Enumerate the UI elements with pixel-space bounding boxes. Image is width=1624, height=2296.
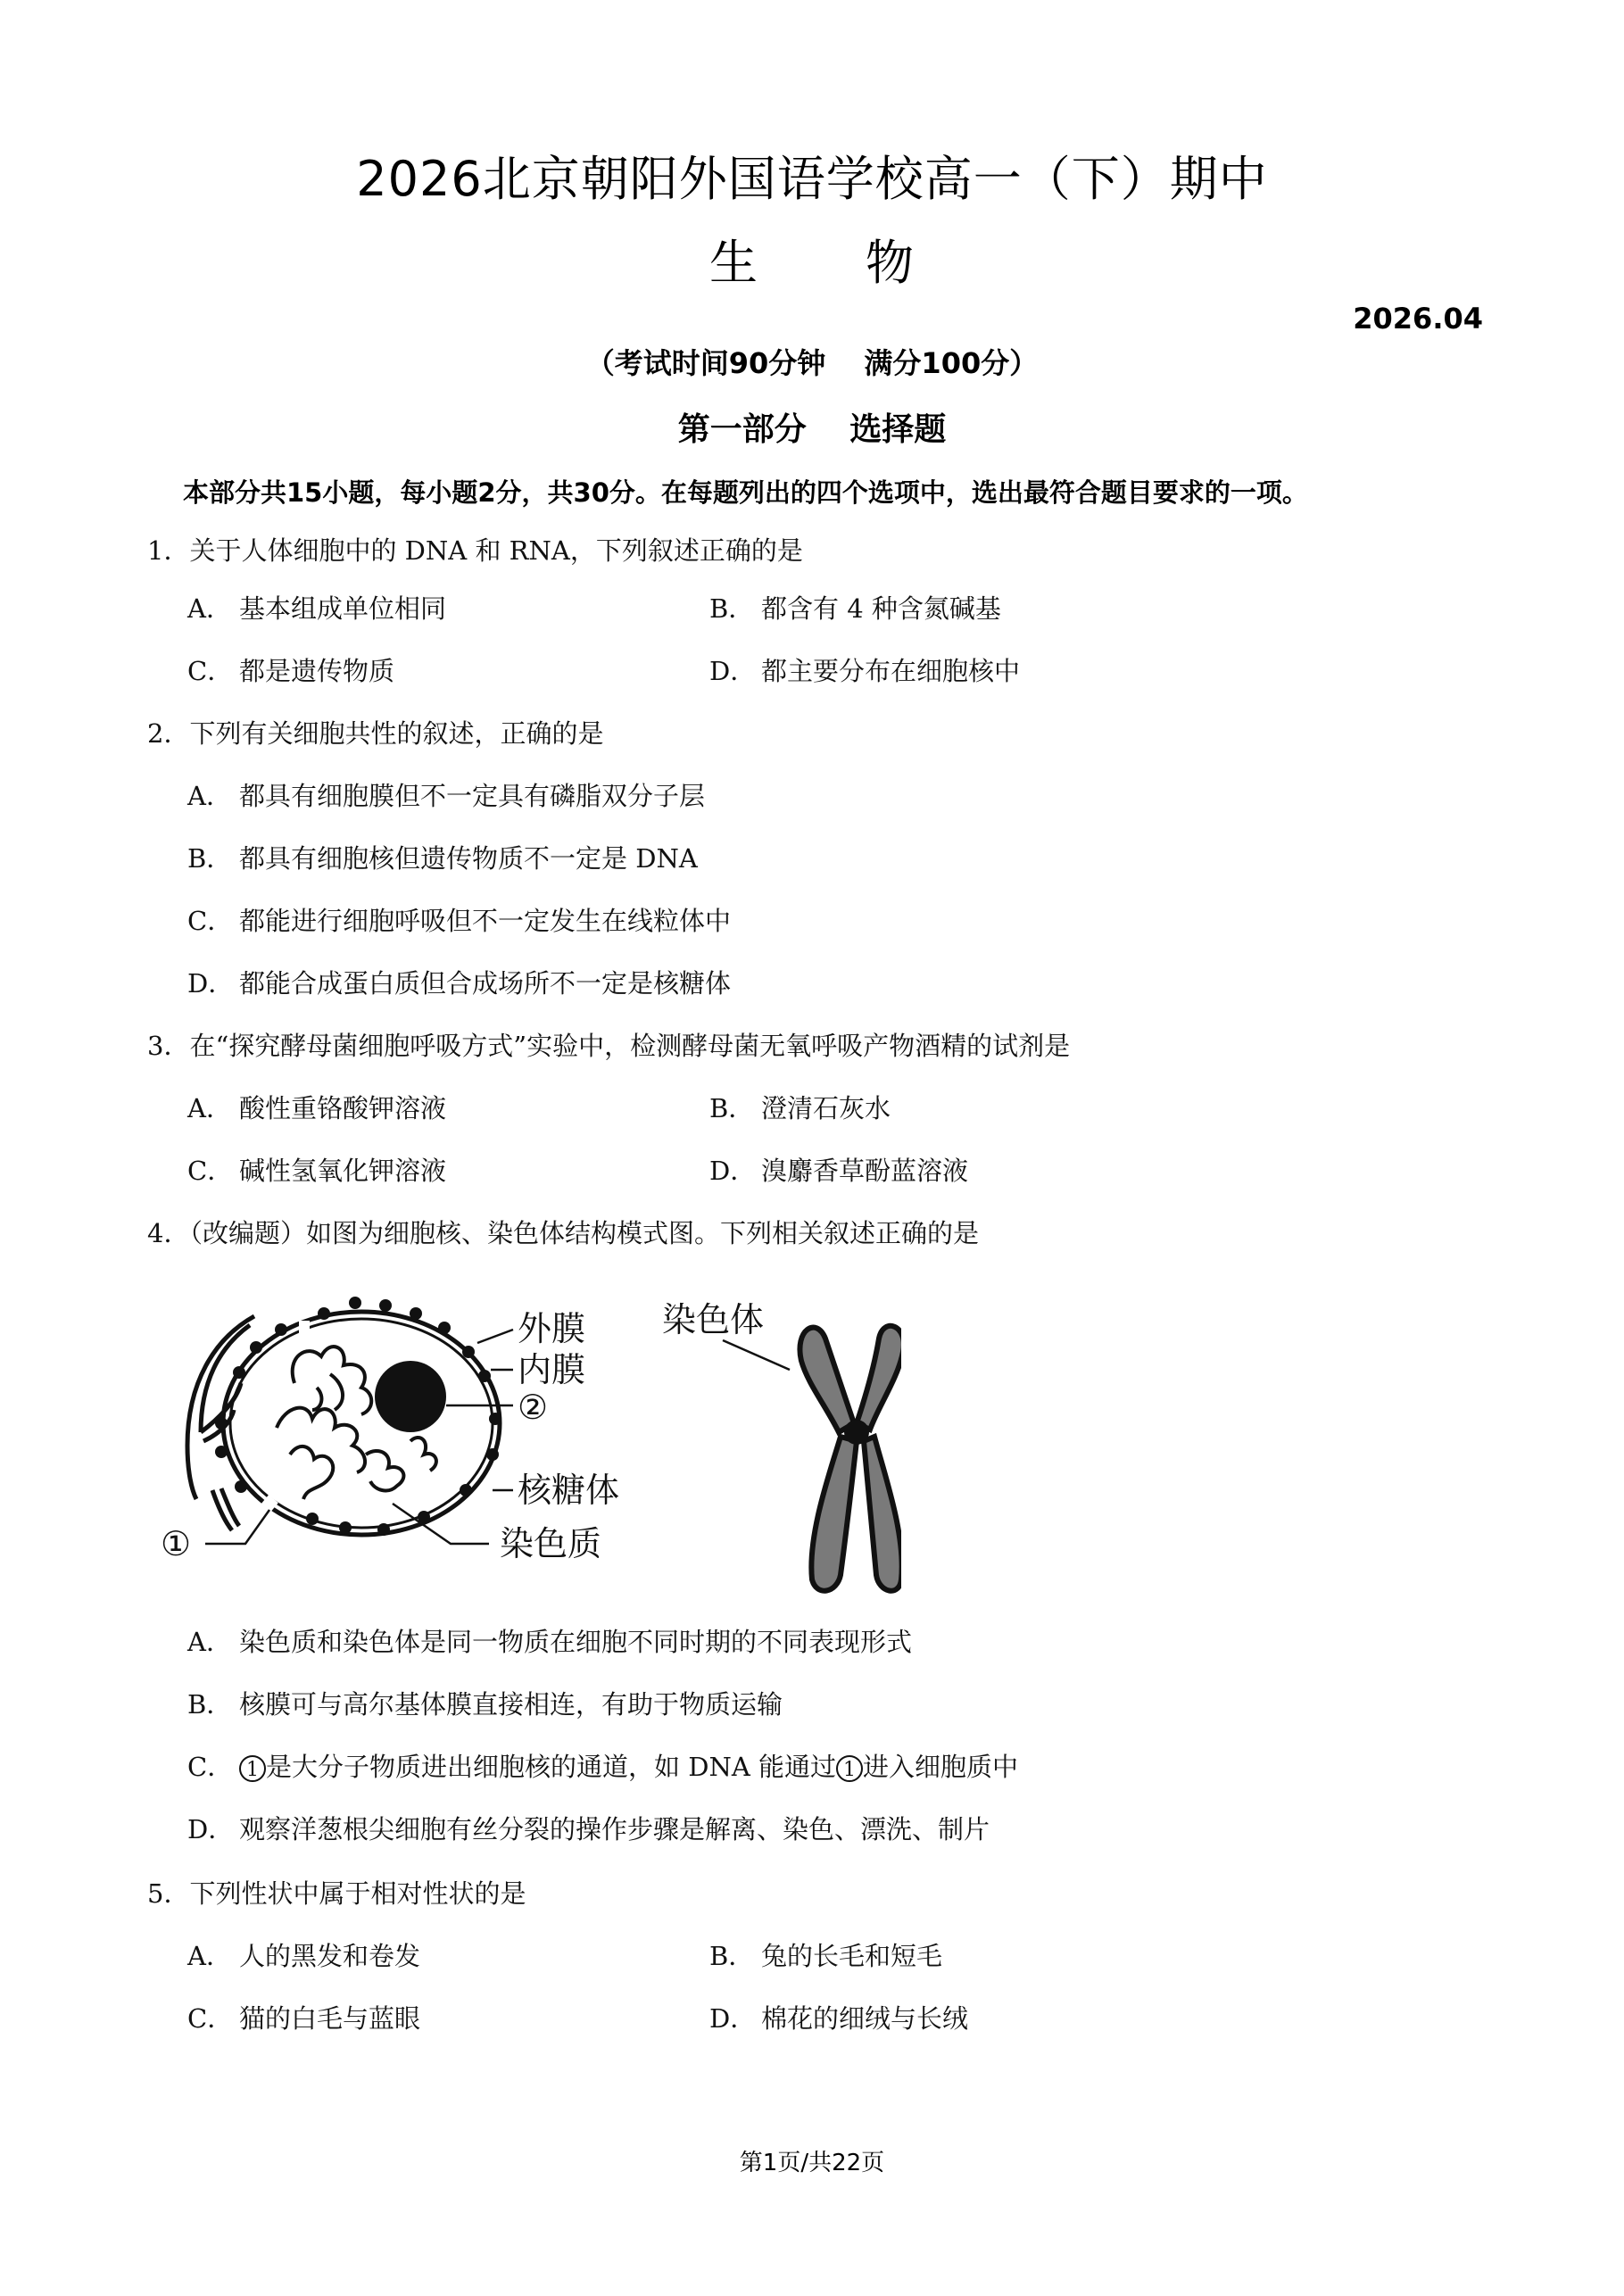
- exam-title: 2026北京朝阳外国语学校高一（下）期中: [356, 151, 1268, 207]
- circled-number-icon: 1: [836, 1755, 863, 1782]
- label-nuclear-pore: ①: [161, 1524, 192, 1563]
- question-number: 5．: [147, 1878, 190, 1909]
- question-stem: 关于人体细胞中的 DNA 和 RNA，下列叙述正确的是: [189, 535, 803, 566]
- subject-char-1: 生: [709, 235, 758, 291]
- option-3b: B． 澄清石灰水: [709, 1093, 891, 1123]
- option-3c: C． 碱性氢氧化钾溶液: [187, 1156, 447, 1186]
- option-4c: C． 1 是大分子物质进出细胞核的通道，如 DNA 能通过 1 进入细胞质中: [187, 1752, 1019, 1782]
- label-ribosome: 核糖体: [518, 1471, 620, 1510]
- label-chromosome: 染色体: [662, 1300, 765, 1339]
- option-4a: A． 染色质和染色体是同一物质在细胞不同时期的不同表现形式: [187, 1627, 913, 1657]
- option-2d: D． 都能合成蛋白质但合成场所不一定是核糖体: [187, 968, 732, 999]
- option-3a: A． 酸性重铬酸钾溶液: [187, 1093, 447, 1123]
- subject-char-2: 物: [866, 235, 915, 291]
- option-4b: B． 核膜可与高尔基体膜直接相连，有助于物质运输: [187, 1689, 783, 1720]
- question-number: 2．: [147, 718, 190, 749]
- question-stem: 下列有关细胞共性的叙述，正确的是: [189, 718, 604, 749]
- question-2: [147, 714, 603, 750]
- option-2c: C． 都能进行细胞呼吸但不一定发生在线粒体中: [187, 906, 732, 936]
- question-number: 3．: [147, 1031, 190, 1061]
- section-title: 第一部分 选择题: [677, 411, 947, 448]
- centromere-icon: [844, 1420, 869, 1445]
- question-stem: （改编题）如图为细胞核、染色体结构模式图。下列相关叙述正确的是: [189, 1218, 979, 1248]
- option-1d: D． 都主要分布在细胞核中: [709, 656, 1021, 686]
- option-2b: B． 都具有细胞核但遗传物质不一定是 DNA: [187, 843, 698, 874]
- option-5a: A． 人的黑发和卷发: [187, 1941, 421, 1971]
- option-4d: D． 观察洋葱根尖细胞有丝分裂的操作步骤是解离、染色、漂洗、制片: [187, 1814, 990, 1844]
- question-3: [147, 1026, 1070, 1063]
- question-5: [147, 1874, 526, 1911]
- page-indicator: 第1页/共22页: [739, 2150, 885, 2176]
- question-4: [147, 1214, 979, 1250]
- option-3d: D． 溴麝香草酚蓝溶液: [709, 1156, 969, 1186]
- question-1: [147, 531, 803, 568]
- nucleolus-icon: [375, 1361, 446, 1432]
- label-chromatin: 染色质: [500, 1524, 602, 1563]
- option-2a: A． 都具有细胞膜但不一定具有磷脂双分子层: [187, 781, 706, 811]
- chromosome-icon: [800, 1326, 901, 1591]
- circled-number-icon: 1: [239, 1755, 266, 1782]
- option-1b: B． 都含有 4 种含氮碱基: [709, 593, 1001, 624]
- section-instructions: 本部分共15小题，每小题2分，共30分。在每题列出的四个选项中，选出最符合题目要求的一项。: [183, 477, 1308, 508]
- option-1c: C． 都是遗传物质: [187, 656, 395, 686]
- label-outer-membrane: 外膜: [518, 1309, 586, 1348]
- option-5c: C． 猫的白毛与蓝眼: [187, 2003, 421, 2034]
- option-5d: D． 棉花的细绒与长绒: [709, 2003, 969, 2034]
- question-number: 1．: [147, 535, 190, 566]
- question-stem: 在“探究酵母菌细胞呼吸方式”实验中，检测酵母菌无氧呼吸产物酒精的试剂是: [189, 1031, 1071, 1061]
- exam-date: 2026.04: [1353, 302, 1483, 336]
- option-1a: A． 基本组成单位相同: [187, 593, 447, 624]
- question-stem: 下列性状中属于相对性状的是: [189, 1878, 526, 1909]
- option-5b: B． 兔的长毛和短毛: [709, 1941, 943, 1971]
- exam-info: （考试时间90分钟 满分100分）: [585, 346, 1039, 380]
- nucleus-chromosome-figure: [152, 1276, 901, 1606]
- question-number: 4．: [147, 1218, 190, 1248]
- subject-title: [0, 225, 1624, 294]
- label-nucleolus: ②: [518, 1388, 549, 1427]
- label-inner-membrane: 内膜: [518, 1350, 586, 1389]
